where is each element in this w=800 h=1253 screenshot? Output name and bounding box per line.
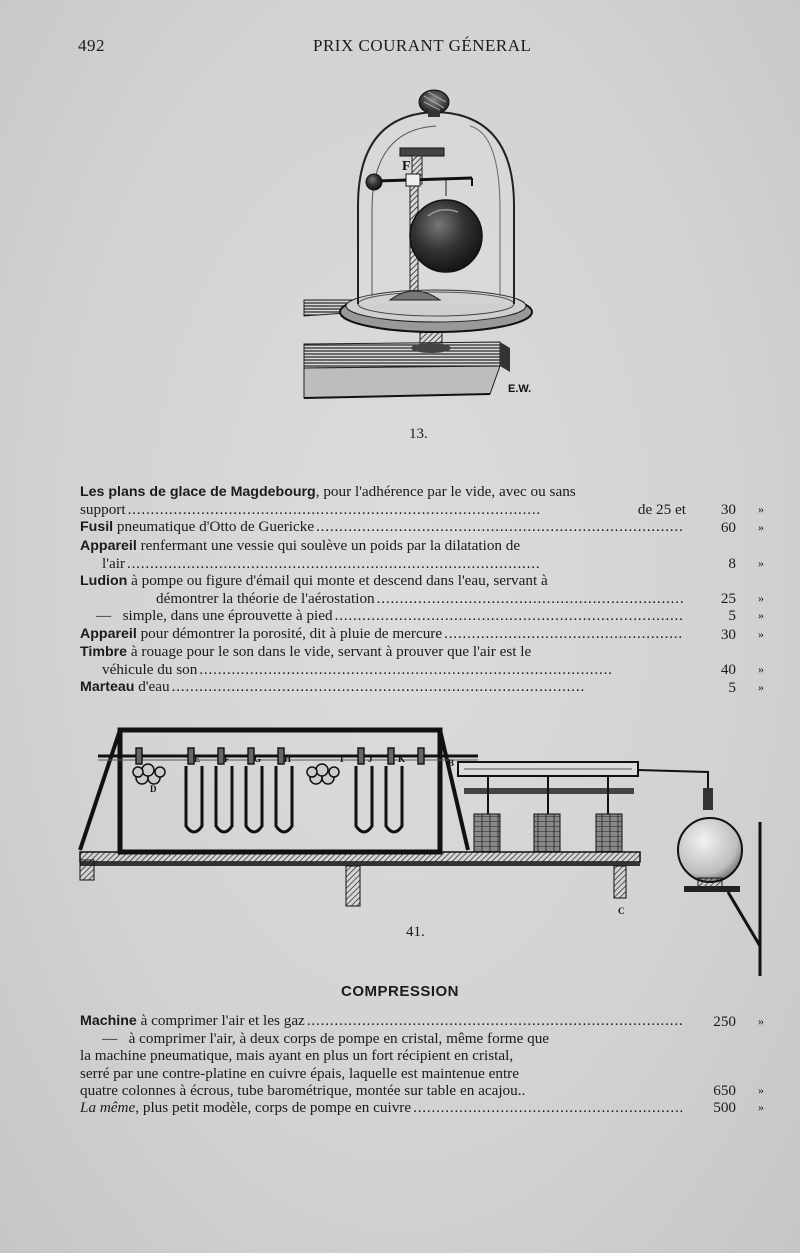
figure-label: G bbox=[254, 754, 262, 764]
list-item bbox=[80, 643, 766, 678]
page-title: PRIX COURANT GÉNERAL bbox=[313, 36, 532, 55]
price-unit: » bbox=[758, 591, 764, 606]
item-name: Machine bbox=[80, 1013, 137, 1029]
catalog-section-compression bbox=[80, 1012, 766, 1116]
item-description: à pompe ou figure d'émail qui monte et descend dans l'eau, servant à bbox=[127, 572, 548, 590]
item-price: 30 bbox=[720, 625, 736, 643]
ditto-dash: — bbox=[96, 607, 112, 625]
price-unit: » bbox=[758, 502, 764, 517]
figure-label: C bbox=[618, 906, 625, 916]
item-name: Appareil bbox=[80, 537, 137, 554]
item-price: 500 bbox=[713, 1099, 736, 1117]
price-unit: » bbox=[758, 1014, 764, 1028]
item-name: Timbre bbox=[80, 643, 128, 660]
item-description: , plus petit modèle, corps de pompe en cuivre bbox=[135, 1099, 412, 1117]
item-price: 650 bbox=[713, 1081, 736, 1099]
page-number: 492 bbox=[78, 36, 105, 55]
price-unit: » bbox=[758, 555, 764, 570]
figure-41-caption: 41. bbox=[406, 924, 425, 940]
list-item bbox=[80, 537, 766, 572]
price-range-text: de 25 et bbox=[637, 501, 686, 519]
figure-label: E bbox=[194, 754, 201, 764]
item-description-cont: quatre colonnes à écrous, tube barométrique, montée sur table en acajou.. bbox=[80, 1081, 526, 1099]
item-name: Fusil bbox=[80, 519, 114, 536]
figure-label: H bbox=[284, 754, 292, 764]
figure-41-compression-apparatus-illustration bbox=[78, 726, 768, 982]
list-item bbox=[80, 1030, 766, 1099]
engraver-mark: E.W. bbox=[508, 383, 532, 395]
price-unit: » bbox=[758, 680, 764, 695]
item-description: pneumatique d'Otto de Guericke bbox=[113, 518, 315, 536]
item-name: Ludion bbox=[80, 573, 128, 590]
price-unit: » bbox=[758, 520, 764, 535]
item-description: à rouage pour le son dans le vide, servant à prouver que l'air est le bbox=[127, 642, 532, 660]
item-description-cont: l'air bbox=[102, 554, 125, 572]
item-name: Marteau bbox=[80, 679, 135, 696]
list-item bbox=[80, 572, 766, 607]
figure-label: F bbox=[224, 754, 230, 764]
price-unit: » bbox=[758, 1082, 764, 1097]
item-description: simple, dans une éprouvette à pied bbox=[111, 607, 333, 625]
figure-label: J bbox=[368, 754, 373, 764]
item-description: pour démontrer la porosité, dit à pluie de mercure bbox=[136, 624, 443, 642]
item-price: 25 bbox=[720, 590, 736, 608]
item-name: La même bbox=[80, 1099, 136, 1117]
figure-mark-f: F bbox=[402, 159, 411, 174]
price-unit: » bbox=[758, 662, 764, 677]
price-unit: » bbox=[758, 626, 764, 641]
figure-label: I bbox=[340, 754, 344, 764]
figure-13-caption: 13. bbox=[409, 426, 428, 442]
item-description-cont: véhicule du son bbox=[102, 661, 198, 679]
list-item bbox=[80, 1012, 766, 1030]
item-price: 5 bbox=[728, 679, 736, 697]
item-description: d'eau bbox=[134, 678, 170, 696]
figure-label: K bbox=[398, 754, 406, 764]
item-description-cont: démontrer la théorie de l'aérostation bbox=[156, 590, 375, 608]
item-description: renfermant une vessie qui soulève un poids par la dilatation de bbox=[136, 536, 521, 554]
item-description: à comprimer l'air et les gaz bbox=[136, 1012, 305, 1029]
item-description-cont: la machine pneumatique, mais ayant en plus un fort récipient en cristal, bbox=[80, 1047, 514, 1065]
item-price: 5 bbox=[728, 607, 736, 625]
section-heading-compression: COMPRESSION bbox=[340, 983, 459, 1000]
list-item bbox=[80, 625, 766, 643]
item-description: à comprimer l'air, à deux corps de pompe en cristal, même forme que bbox=[117, 1030, 550, 1048]
list-item bbox=[80, 1099, 766, 1116]
figure-13-bell-jar-illustration bbox=[300, 86, 540, 422]
item-description-cont: serré par une contre-platine en cuivre épais, laquelle est maintenue entre bbox=[80, 1064, 519, 1082]
list-item: Les plans de glace de Magdebourg, pour l'adhérence par le vide, avec ou sans support . . . de 25 et 30 » bbox=[80, 483, 766, 518]
figure-label: D bbox=[150, 784, 157, 794]
item-price: 250 bbox=[713, 1013, 736, 1030]
item-price: 40 bbox=[720, 661, 736, 679]
price-unit: » bbox=[758, 1100, 764, 1115]
list-item bbox=[80, 518, 766, 536]
price-unit: » bbox=[758, 608, 764, 623]
item-price: 60 bbox=[720, 519, 736, 537]
item-price: 8 bbox=[728, 554, 736, 572]
running-head bbox=[78, 36, 768, 58]
ditto-dash: — bbox=[102, 1030, 118, 1048]
list-item bbox=[80, 607, 766, 624]
list-item bbox=[80, 678, 766, 696]
item-name: Les plans de glace de Magdebourg bbox=[80, 484, 316, 500]
item-name: Appareil bbox=[80, 625, 137, 642]
figure-label: B bbox=[448, 758, 455, 768]
catalog-section-vacuum bbox=[80, 483, 766, 696]
item-price: 30 bbox=[720, 501, 736, 519]
